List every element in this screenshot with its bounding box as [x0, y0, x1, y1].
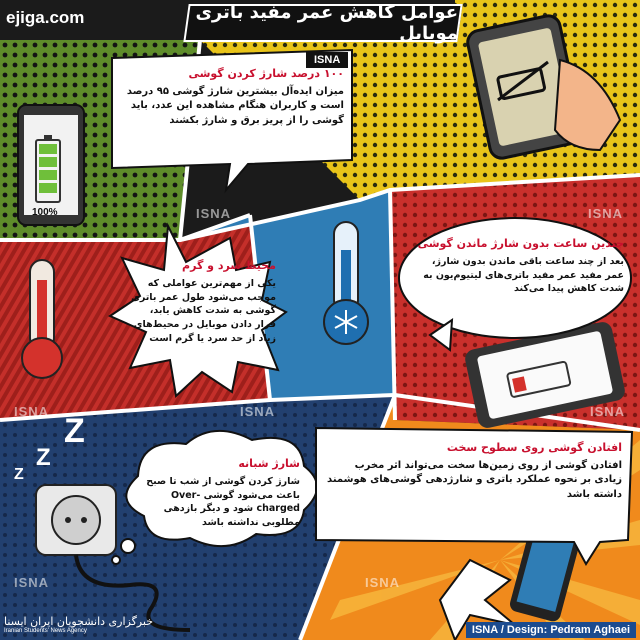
isna-watermark: ISNA [14, 575, 50, 590]
section-charge100 [118, 66, 344, 128]
agency-logo [4, 615, 153, 634]
isna-watermark: ISNA [590, 404, 626, 419]
isna-watermark: ISNA [196, 206, 232, 221]
isna-tag: ISNA [306, 52, 348, 68]
section-heading: شارژ شبانه [238, 457, 300, 470]
section-hotcold [128, 258, 276, 346]
section-heading: چندین ساعت بدون شارژ ماندن گوشی [417, 237, 624, 250]
battery-percent: 100% [32, 207, 58, 218]
sleep-letter: Z [64, 412, 85, 450]
section-body: میزان ایده‌آل بیشترین شارژ گوشی ۹۵ درصد است و کاربران هنگام مشاهده این عدد، باید گوشی را از پریز برق و شارژ بکشند [126, 85, 344, 126]
isna-watermark: ISNA [240, 404, 276, 419]
section-heading: افتادن گوشی روی سطوح سخت [446, 441, 622, 454]
section-heading: ۱۰۰ درصد شارژ کردن گوشی [188, 67, 344, 80]
section-heading: محیط سرد و گرم [182, 259, 276, 272]
agency-name: خبرگزاری دانشجویان ایران ایسنا [4, 615, 153, 628]
section-drop [326, 440, 622, 502]
sleep-letter: Z [36, 444, 51, 471]
section-body: بعد از چند ساعت باقی ماندن بدون شارژ، عمر مفید عمر مفید باتری‌های لیتیوم‌یون به شدت کاهش پیدا می‌کند [423, 255, 624, 295]
section-overnight [144, 456, 300, 530]
section-body: افتادن گوشی از روی زمین‌ها سخت می‌تواند اثر مخرب زیادی بر نحوه عملکرد باتری و شارژدهی گوشی‌های هوشمند داشته باشد [327, 459, 622, 500]
section-empty [414, 236, 624, 296]
sleep-letter: Z [14, 466, 24, 483]
agency-english-name: Iranian Students' News Agency [4, 628, 87, 634]
page-title: عوامل کاهش عمر مفید باتری موبایل [183, 4, 462, 42]
design-credit: ISNA / Design: Pedram Aghaei [466, 622, 636, 638]
isna-watermark: ISNA [14, 404, 50, 419]
isna-watermark: ISNA [588, 206, 624, 221]
isna-watermark: ISNA [365, 575, 401, 590]
ejiga-logo: ejiga.com [6, 8, 85, 27]
section-body: شارژ کردن گوشی از شب تا صبح باعث می‌شود گوشی Over-charged شود و دیگر بازدهی مطلوبی نداشته باشد [146, 475, 300, 529]
section-body: یکی از مهم‌ترین عواملی که موجب می‌شود طول عمر باتری گوشی به شدت کاهش یابد، قرار دادن موبایل در محیط‌های زیاد از حد سرد یا گرم است [131, 277, 276, 344]
